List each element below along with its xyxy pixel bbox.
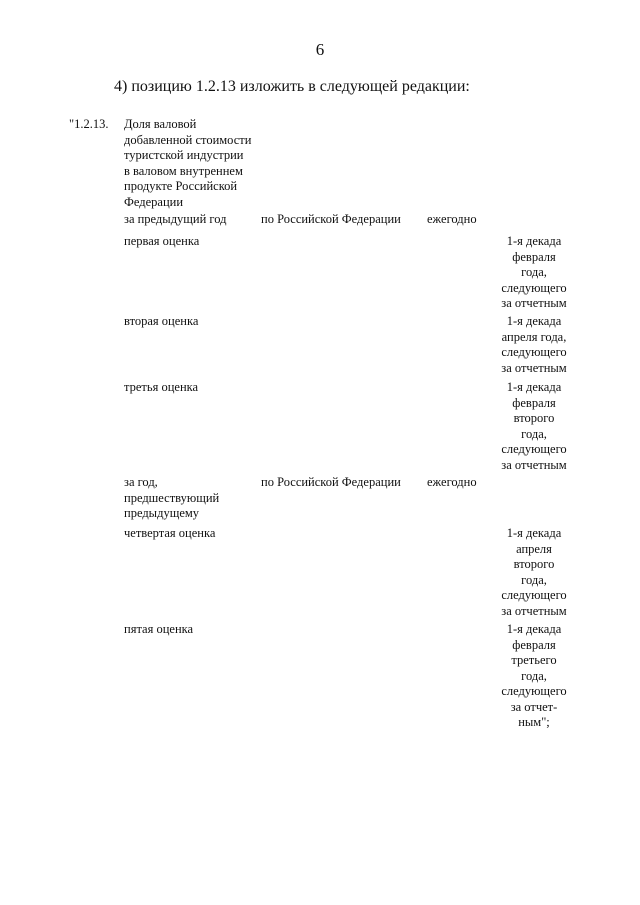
deadline-line: за отчетным: [501, 457, 567, 472]
group-level: по Российской Федерации: [261, 212, 401, 226]
deadline-line: года,: [521, 668, 547, 683]
deadline-line: февраля: [512, 249, 556, 264]
deadline-line: апреля года,: [501, 329, 567, 344]
group-period-line: за год,: [124, 475, 158, 489]
item-title-line: Федерации: [124, 194, 184, 209]
deadline-line: 1-я декада: [506, 234, 562, 248]
item-code: "1.2.13.: [69, 117, 109, 131]
estimate-label: вторая оценка: [124, 314, 199, 328]
deadline-line: 1-я декада: [506, 314, 562, 328]
deadline-line: ным";: [518, 715, 550, 729]
group-frequency: ежегодно: [427, 212, 477, 226]
estimate-label: третья оценка: [124, 380, 199, 394]
item-title-line: добавленной стоимости: [124, 132, 252, 147]
item-title-line: продукте Российской: [124, 179, 238, 193]
amendment-intro: 4) позицию 1.2.13 изложить в следующей редакции:: [114, 78, 470, 95]
estimate-label: четвертая оценка: [124, 526, 216, 540]
deadline-line: за отчетным: [501, 360, 567, 375]
estimate-deadline: [494, 380, 574, 473]
group-frequency: ежегодно: [427, 475, 477, 489]
group-period-line: за предыдущий год: [124, 212, 227, 226]
group-period-line: предшествующий: [124, 490, 220, 505]
estimate-deadline: [494, 234, 574, 312]
deadline-line: за отчет-: [510, 699, 558, 714]
deadline-line: следующего: [501, 442, 567, 456]
group-period-label: [124, 475, 219, 522]
deadline-line: февраля: [512, 395, 556, 410]
estimate-deadline: [494, 314, 574, 376]
deadline-line: февраля: [512, 637, 556, 652]
page-number: 6: [315, 40, 325, 59]
deadline-line: года,: [521, 426, 547, 441]
deadline-line: апреля: [516, 541, 552, 556]
item-title-line: в валовом внутреннем: [124, 163, 243, 178]
group-period-line: предыдущему: [124, 506, 200, 520]
estimate-deadline: [494, 526, 574, 619]
deadline-line: следующего: [501, 345, 567, 359]
deadline-line: 1-я декада: [506, 526, 562, 540]
group-level: по Российской Федерации: [261, 475, 401, 489]
deadline-line: за отчетным: [501, 603, 567, 618]
estimate-label: пятая оценка: [124, 622, 194, 636]
deadline-line: следующего: [501, 684, 567, 698]
item-title-line: туристской индустрии: [124, 148, 244, 162]
group-period-label: [124, 212, 227, 228]
deadline-line: 1-я декада: [506, 380, 562, 394]
deadline-line: года,: [521, 572, 547, 587]
estimate-deadline: [494, 622, 574, 731]
deadline-line: 1-я декада: [506, 622, 562, 636]
deadline-line: второго: [513, 557, 555, 571]
deadline-line: за отчетным: [501, 296, 567, 310]
item-title-line: Доля валовой: [124, 117, 197, 131]
deadline-line: года,: [521, 265, 547, 279]
deadline-line: следующего: [501, 280, 567, 295]
estimate-label: первая оценка: [124, 234, 200, 248]
item-title: [124, 117, 264, 210]
deadline-line: следующего: [501, 588, 567, 602]
deadline-line: второго: [513, 411, 555, 425]
deadline-line: третьего: [511, 653, 557, 667]
